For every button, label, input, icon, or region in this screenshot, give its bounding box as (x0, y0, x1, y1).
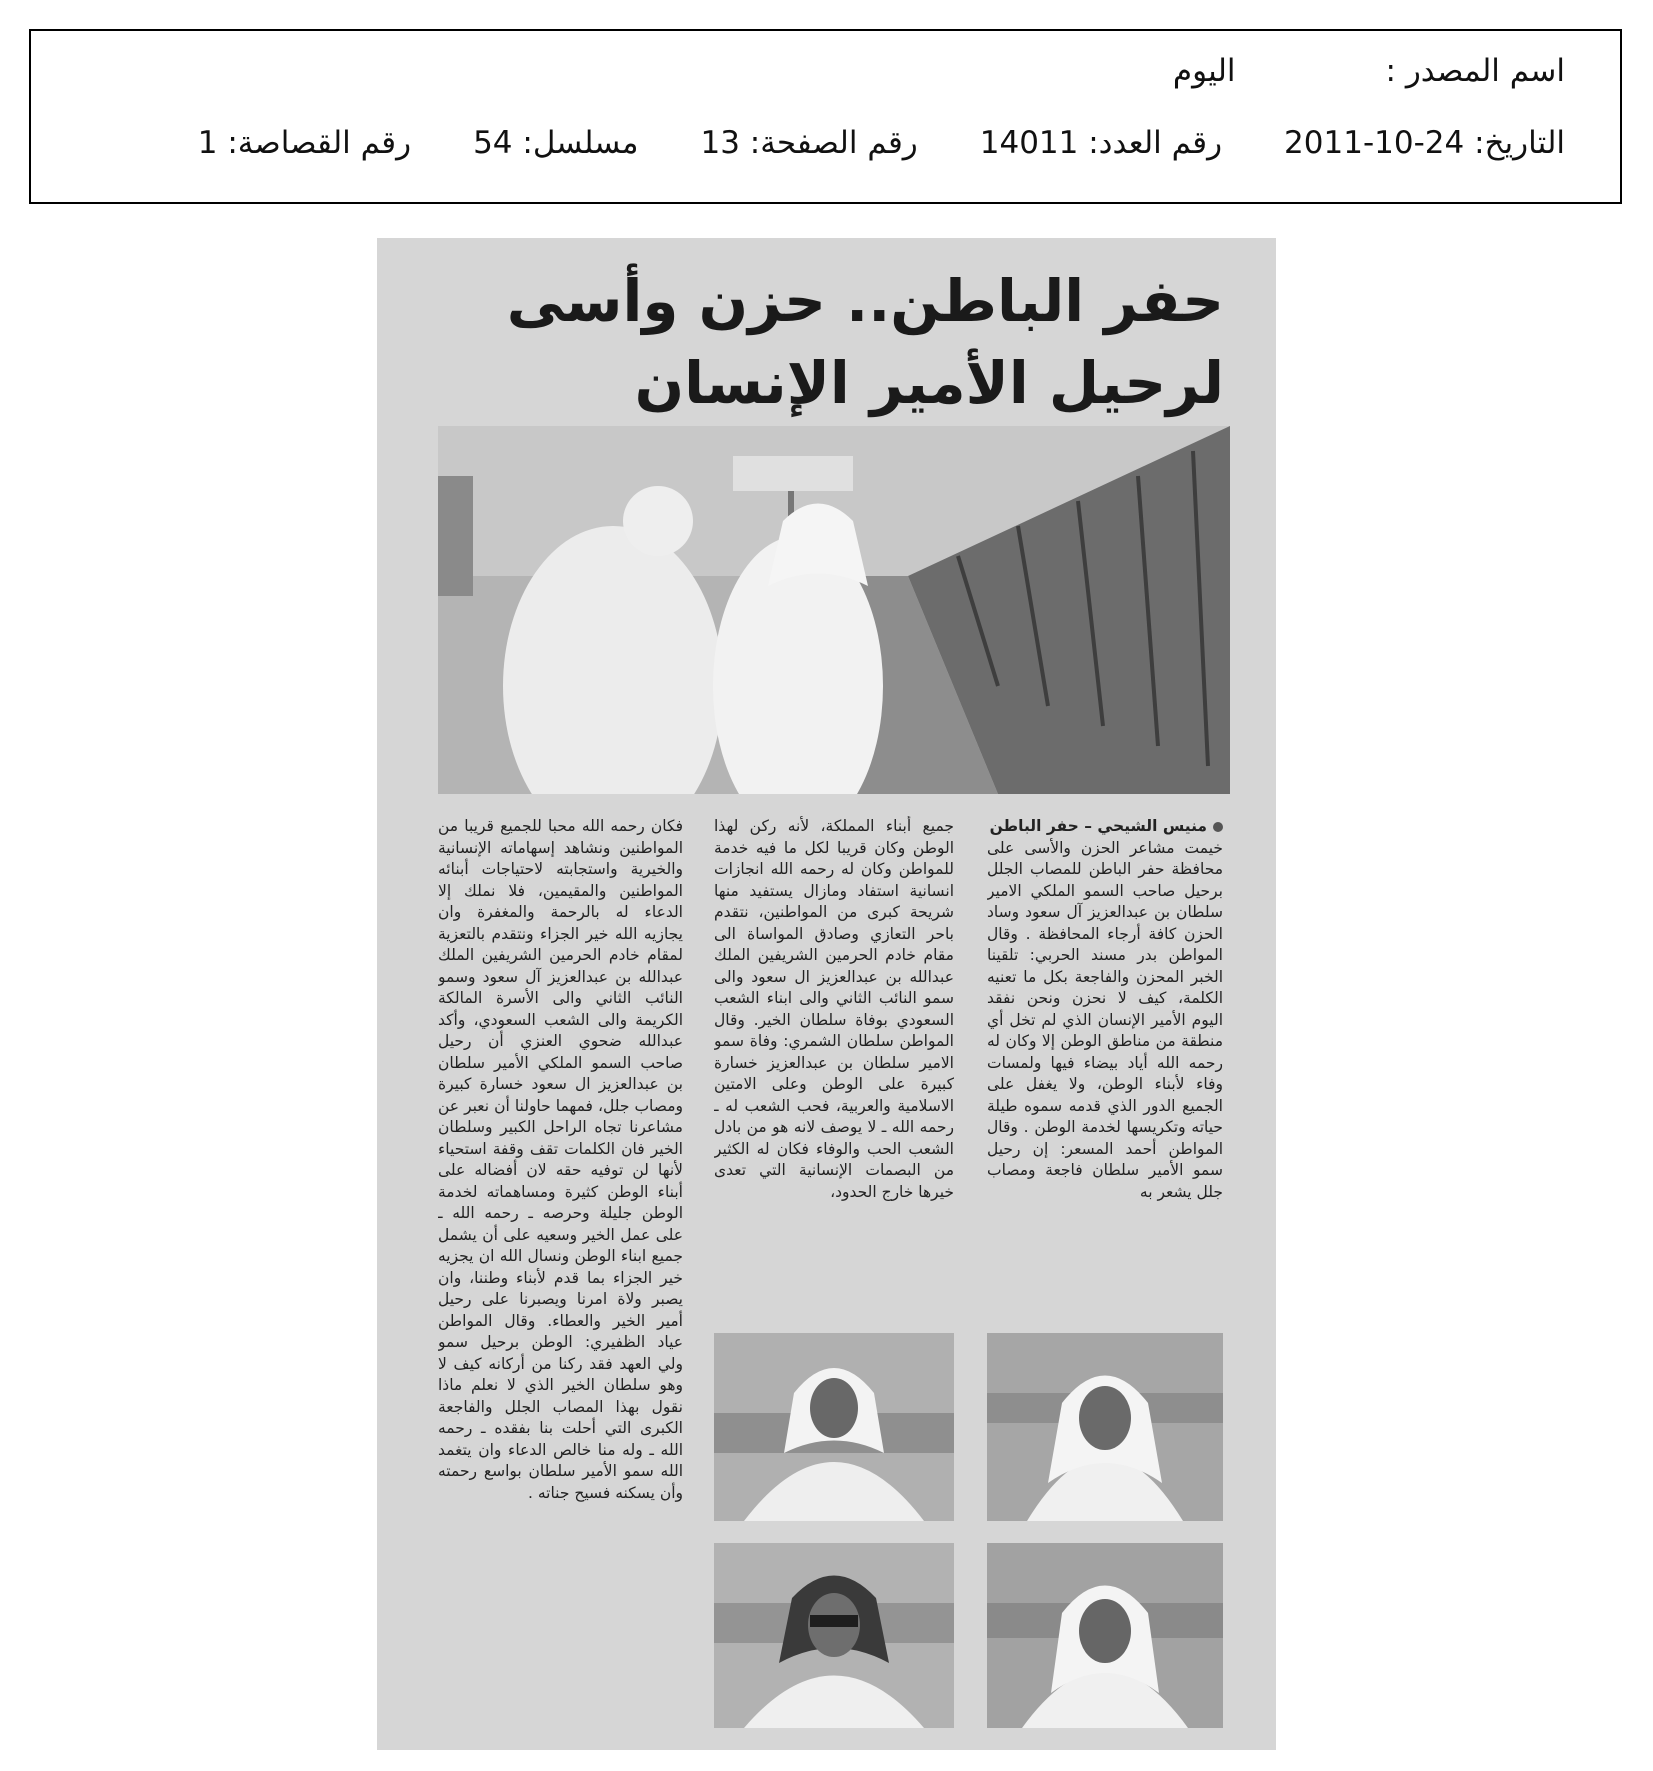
headline-line-1: حفر الباطن.. حزن وأسى (506, 267, 1224, 335)
source-line (1173, 53, 1565, 89)
citizen-photo-1 (987, 1333, 1223, 1521)
main-photo (438, 426, 1230, 794)
article-column-1 (987, 816, 1223, 1326)
page-number: رقم الصفحة: 13 (700, 125, 918, 161)
byline: منيس الشيحي – حفر الباطن (987, 816, 1223, 838)
source-info-box (29, 29, 1622, 204)
issue-number: رقم العدد: 14011 (979, 125, 1223, 161)
date-field: التاريخ: 24-10-2011 (1284, 125, 1565, 161)
column-2-text: جميع أبناء المملكة، لأنه ركن لهذا الوطن وكان قريبا لكل ما فيه خدمة للمواطن وكان له رحمه الله انجازات انسانية استفاد ومازال يستفيد منها شريحة كبرى من المواطنين، نتقدم باحر التعازي وصادق المواساة الى مقام خادم الحرمين الشريفين الملك عبدالله بن عبدالعزيز ال سعود والى سمو النائب الثاني والى ابناء الشعب السعودي بوفاة سلطان الخير. وقال المواطن سلطان الشمري: وفاة سمو الامير سلطان بن عبدالعزيز خسارة كبيرة على الوطن وعلى الامتين الاسلامية والعربية، فحب الشعب له ـ رحمه الله ـ لا يوصف لانه هو من بادل الشعب الحب والوفاء فكان له الكثير من البصمات الإنسانية التي تعدى خيرها خارج الحدود، (714, 817, 954, 1201)
source-label: اسم المصدر : (1385, 53, 1565, 89)
headline-line-2: لرحيل الأمير الإنسان (634, 349, 1224, 417)
citizen-photo-3 (987, 1543, 1223, 1728)
citizen-photo-2 (714, 1333, 954, 1521)
column-1-text: خيمت مشاعر الحزن والأسى على محافظة حفر الباطن للمصاب الجلل برحيل صاحب السمو الملكي الامير سلطان بن عبدالعزيز آل سعود وساد الحزن كافة أرجاء المحافظة . وقال المواطن بدر مسند الحربي: تلقينا الخبر المحزن والفاجعة بكل ما تعنيه الكلمة، كيف لا نحزن ونحن نفقد اليوم الأمير الإنسان الذي لم تخل أي منطقة من مناطق الوطن إلا وكان له رحمه الله أياد بيضاء فيها ولمسات وفاء لأبناء الوطن، ولا يغفل على الجميع الدور الذي قدمه سموه طيلة حياته وتكريسها لخدمة الوطن . وقال المواطن أحمد المسعر: إن رحيل سمو الأمير سلطان فاجعة ومصاب جلل يشعر به (987, 838, 1223, 1201)
citizen-photo-4 (714, 1543, 954, 1728)
serial-number: مسلسل: 54 (473, 125, 639, 161)
article-column-3 (438, 816, 683, 1736)
source-value: اليوم (1172, 53, 1236, 89)
meta-line (198, 125, 1565, 161)
clip-number: رقم القصاصة: 1 (197, 125, 412, 161)
article-column-2 (714, 816, 954, 1326)
column-3-text: فكان رحمه الله محبا للجميع قريبا من المواطنين ونشاهد إسهاماته الإنسانية والخيرية واستجابته لاحتياجات أبنائه المواطنين والمقيمين، فلا نملك إلا الدعاء له بالرحمة والمغفرة وان يجازيه الله خير الجزاء ونتقدم بالتعزية لمقام خادم الحرمين الشريفين الملك عبدالله بن عبدالعزيز آل سعود وسمو النائب الثاني والى الأسرة المالكة الكريمة والى الشعب السعودي، وأكد عبدالله ضحوي العنزي أن رحيل صاحب السمو الملكي الأمير سلطان بن عبدالعزيز ال سعود خسارة كبيرة ومصاب جلل، فمهما حاولنا أن نعبر عن مشاعرنا تجاه الراحل الكبير وسلطان الخير فان الكلمات تقف وقفة استحياء لأنها لن توفيه حقه لان أفضاله على أبناء الوطن كثيرة ومساهماته لخدمة الوطن جليلة وحرصه ـ رحمه الله ـ على عمل الخير وسعيه على أن يشمل جميع ابناء الوطن ونسال الله ان يجزيه خير الجزاء بما قدم لأبناء وطننا، وان يصبر ولاة امرنا ويصبرنا على رحيل أمير الخير والعطاء. وقال المواطن عياد الظفيري: الوطن برحيل سمو ولي العهد فقد ركنا من أركانه كيف لا وهو سلطان الخير الذي لا نعلم ماذا نقول بهذا المصاب الجلل والفاجعة الكبرى التي أحلت بنا بفقده ـ رحمه الله ـ وله منا خالص الدعاء وان يتغمد الله سمو الأمير سلطان بواسع رحمته وأن يسكنه فسيح جناته . (438, 817, 683, 1502)
newspaper-clipping (377, 238, 1276, 1750)
article-headline (464, 260, 1224, 424)
